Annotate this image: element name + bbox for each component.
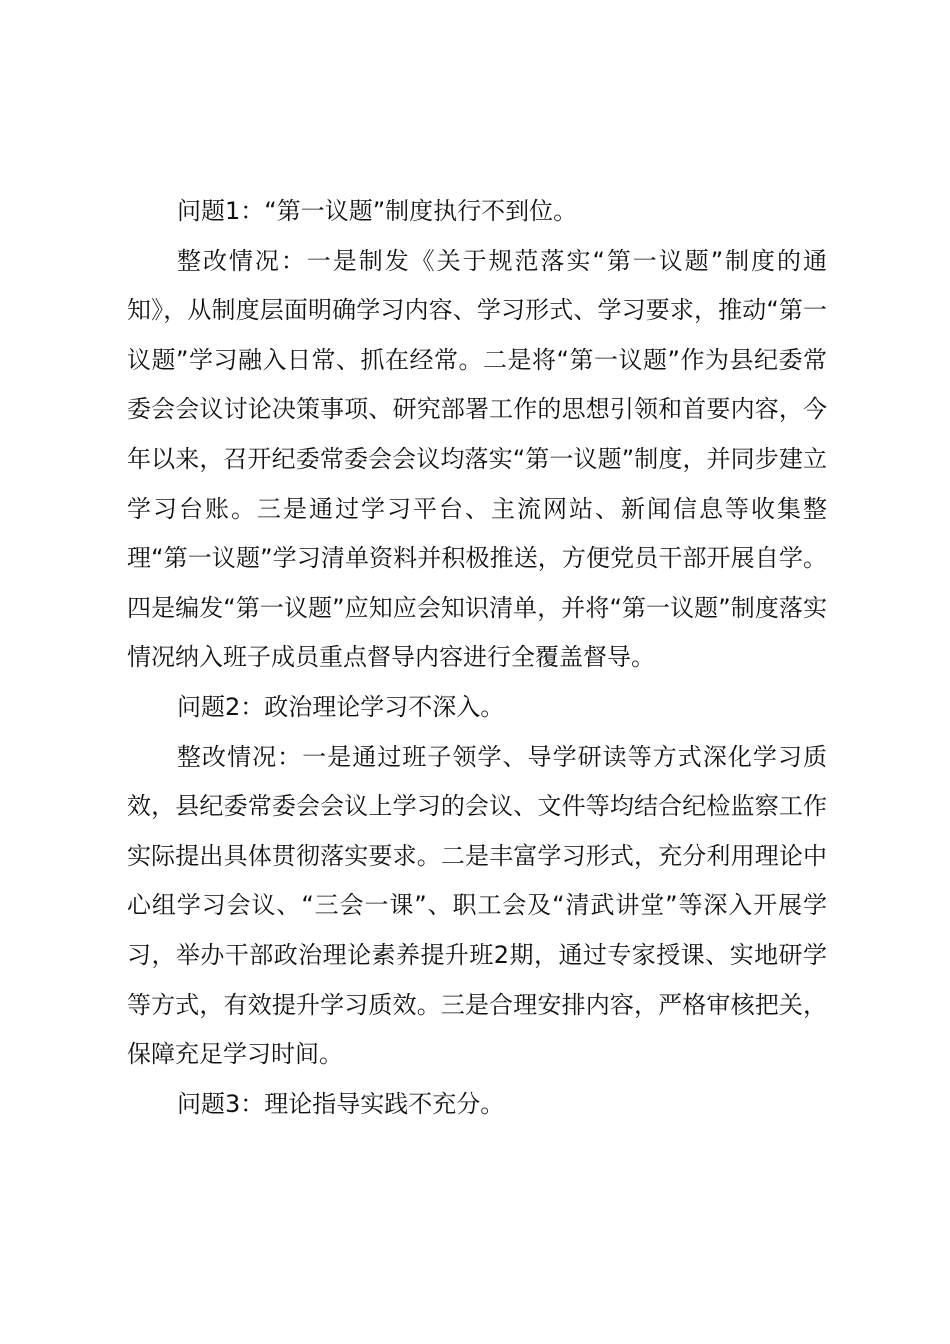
issue-2-rectification: 整改情况：一是通过班子领学、导学研读等方式深化学习质效，县纪委常委会会议上学习的会议、文件等均结合纪检监察工作实际提出具体贯彻落实要求。二是丰富学习形式，充分利用理论中心组学习会议、“三会一课”、职工会及“清武讲堂”等深入开展学习，举办干部政治理论素养提升班2期，通过专家授课、实地研学等方式，有效提升学习质效。三是合理安排内容，严格审核把关，保障充足学习时间。: [127, 742, 827, 1069]
issue-3-heading: 问题3：理论指导实践不充分。: [177, 1089, 505, 1118]
document-body: [127, 187, 827, 1129]
issue-2-heading: 问题2：政治理论学习不深入。: [177, 692, 505, 721]
issue-1-heading: 问题1：“第一议题”制度执行不到位。: [177, 197, 578, 225]
issue-1-rectification: 整改情况：一是制发《关于规范落实“第一议题”制度的通知》，从制度层面明确学习内容、学习形式、学习要求，推动“第一议题”学习融入日常、抓在经常。二是将“第一议题”作为县纪委常委会会议讨论决策事项、研究部署工作的思想引领和首要内容，今年以来，召开纪委常委会会议均落实“第一议题”制度，并同步建立学习台账。三是通过学习平台、主流网站、新闻信息等收集整理“第一议题”学习清单资料并积极推送，方便党员干部开展自学。四是编发“第一议题”应知应会知识清单，并将“第一议题”制度落实情况纳入班子成员重点督导内容进行全覆盖督导。: [127, 246, 827, 672]
